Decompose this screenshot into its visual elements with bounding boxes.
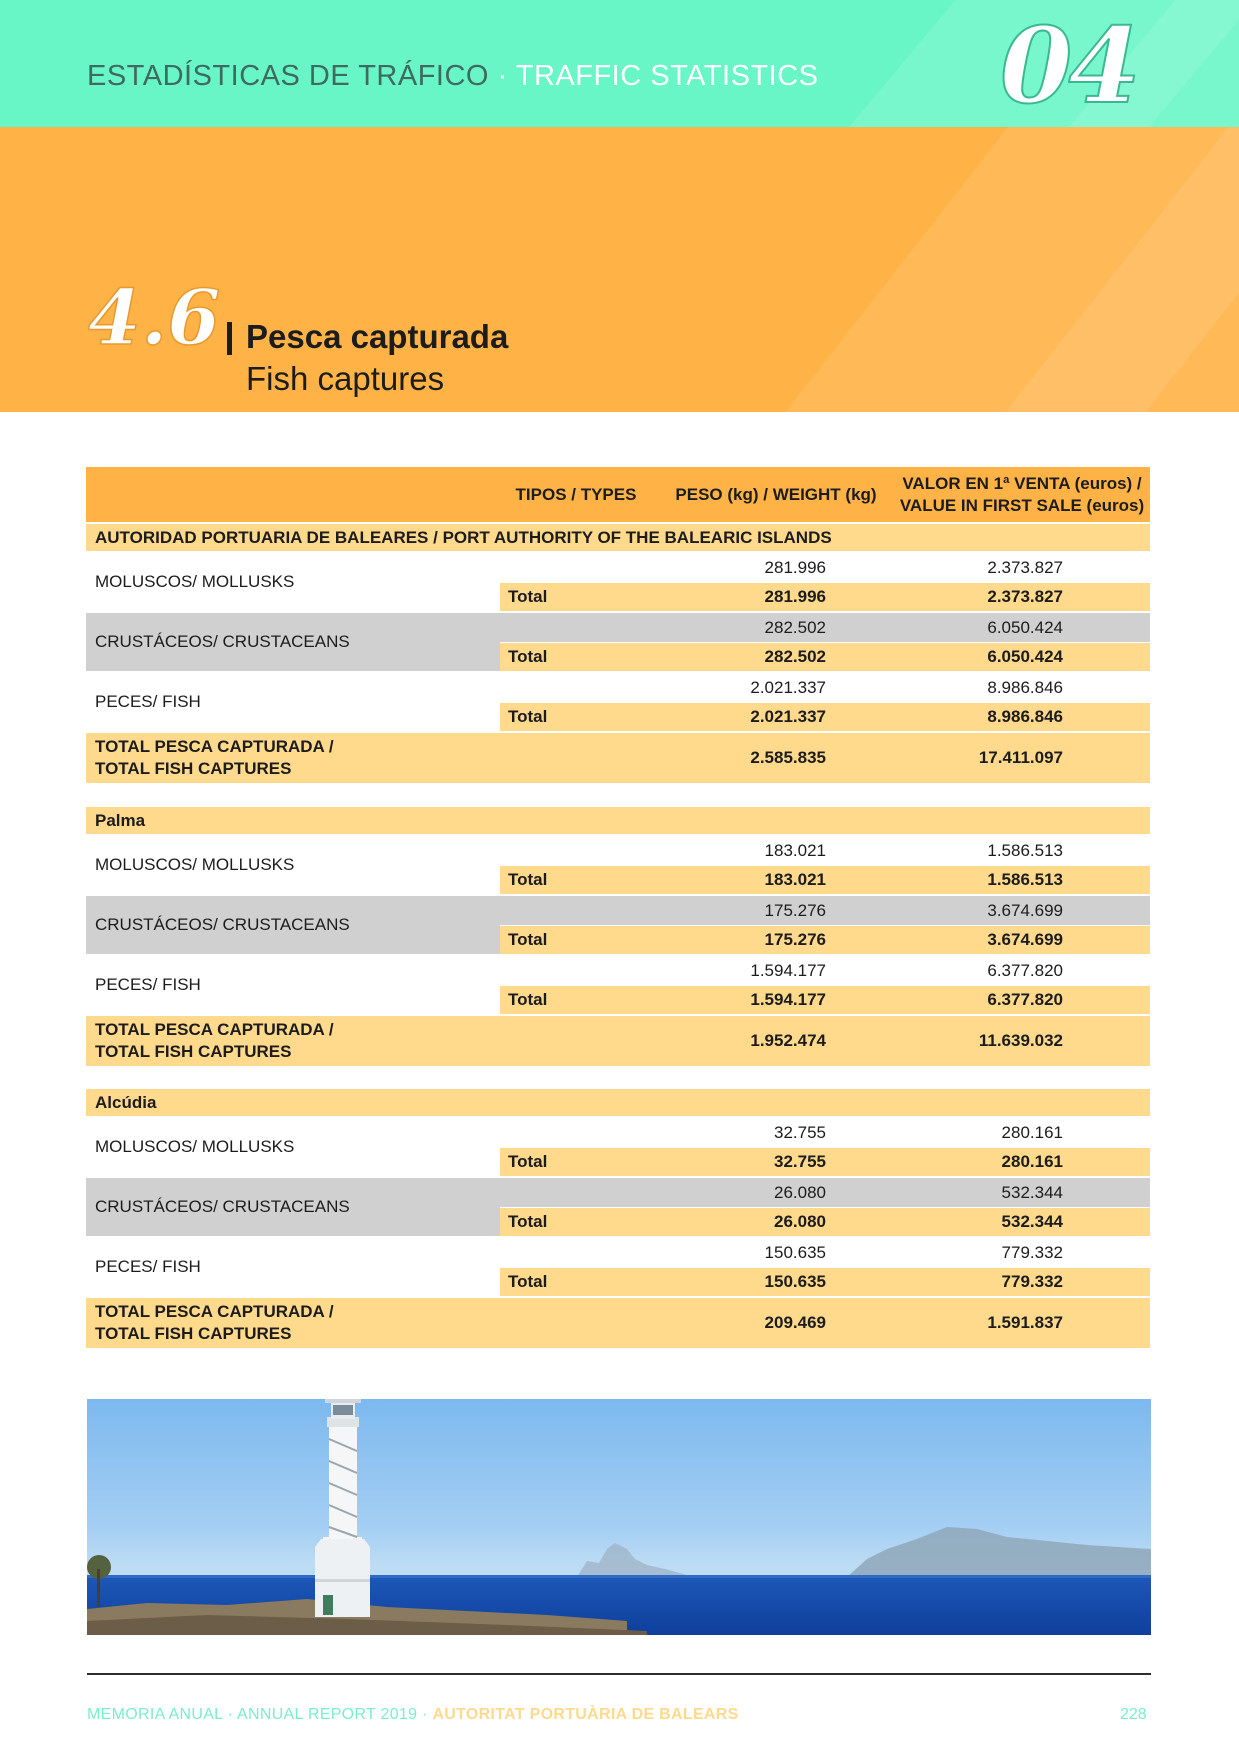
weight-cell: 175.276 bbox=[764, 900, 826, 920]
category-label-es: PECES bbox=[95, 692, 153, 711]
category-label bbox=[95, 896, 495, 954]
section-number: 4.6 bbox=[88, 273, 221, 362]
total-weight-cell: 175.276 bbox=[764, 930, 826, 949]
weight-cell: 150.635 bbox=[764, 1242, 826, 1262]
total-label: Total bbox=[508, 930, 548, 949]
table-header-row bbox=[86, 467, 1150, 522]
group-header-row bbox=[86, 1089, 1150, 1116]
total-weight-cell: 2.021.337 bbox=[750, 707, 826, 726]
total-label: Total bbox=[508, 870, 548, 889]
total-value-cell: 1.586.513 bbox=[987, 870, 1063, 889]
category-label-es: CRUSTÁCEOS bbox=[95, 1197, 214, 1216]
category-label-es: PECES bbox=[95, 975, 153, 994]
category-block-crustaceos bbox=[86, 896, 1150, 954]
grand-total-label-1: TOTAL PESCA CAPTURADA / bbox=[95, 1020, 334, 1039]
category-label-es: MOLUSCOS bbox=[95, 1137, 193, 1156]
grand-total-label bbox=[95, 1298, 334, 1348]
weight-cell: 282.502 bbox=[764, 617, 826, 637]
header-title-es: ESTADÍSTICAS DE TRÁFICO bbox=[87, 60, 489, 92]
value-cell: 1.586.513 bbox=[987, 840, 1063, 860]
value-cell: 3.674.699 bbox=[987, 900, 1063, 920]
category-block-peces bbox=[86, 673, 1150, 731]
total-weight-cell: 26.080 bbox=[774, 1212, 826, 1231]
total-label: Total bbox=[508, 587, 548, 606]
total-value-cell: 8.986.846 bbox=[987, 707, 1063, 726]
value-cell: 6.377.820 bbox=[987, 960, 1063, 980]
category-label bbox=[95, 673, 495, 731]
lighthouse-scene bbox=[87, 1399, 1151, 1635]
category-label-es: CRUSTÁCEOS bbox=[95, 915, 214, 934]
grand-total-value: 11.639.032 bbox=[978, 1031, 1063, 1050]
grand-total-label-1: TOTAL PESCA CAPTURADA / bbox=[95, 737, 334, 756]
group-name: Palma bbox=[95, 810, 146, 830]
total-weight-cell: 1.594.177 bbox=[750, 990, 826, 1009]
value-cell: 779.332 bbox=[1001, 1242, 1063, 1262]
lighthouse-photo bbox=[87, 1399, 1151, 1635]
total-label: Total bbox=[508, 1212, 548, 1231]
value-cell: 8.986.846 bbox=[987, 677, 1063, 697]
category-label bbox=[95, 553, 495, 611]
grand-total-label-1: TOTAL PESCA CAPTURADA / bbox=[95, 1302, 334, 1321]
grand-total-weight: 2.585.835 bbox=[750, 748, 826, 767]
weight-cell: 26.080 bbox=[774, 1182, 826, 1202]
category-block-peces bbox=[86, 1238, 1150, 1296]
total-value-cell: 6.050.424 bbox=[987, 647, 1063, 666]
lighthouse-tower bbox=[329, 1425, 357, 1539]
footer-org: AUTORITAT PORTUÀRIA DE BALEARS bbox=[432, 1706, 739, 1723]
page-number: 228 bbox=[1120, 1706, 1147, 1723]
category-label bbox=[95, 1178, 495, 1236]
footer-divider bbox=[87, 1673, 1151, 1675]
total-weight-cell: 150.635 bbox=[764, 1272, 826, 1291]
category-label-en: / MOLLUSKS bbox=[192, 1137, 295, 1156]
grand-total-row bbox=[86, 1298, 1150, 1348]
weight-cell: 281.996 bbox=[764, 557, 826, 577]
group-header-row bbox=[86, 807, 1150, 834]
header-separator: · bbox=[488, 60, 516, 92]
col-header-value bbox=[894, 467, 1150, 522]
section-title-es: Pesca capturada bbox=[246, 318, 509, 355]
value-cell: 532.344 bbox=[1001, 1182, 1063, 1202]
total-label: Total bbox=[508, 707, 548, 726]
category-label-es: MOLUSCOS bbox=[95, 572, 193, 591]
grand-total-label-2: TOTAL FISH CAPTURES bbox=[95, 759, 292, 778]
grand-total-row bbox=[86, 1016, 1150, 1066]
island-shape bbox=[847, 1527, 1151, 1577]
weight-cell: 2.021.337 bbox=[750, 677, 826, 697]
header-title-en: TRAFFIC STATISTICS bbox=[515, 60, 819, 92]
grand-total-label-2: TOTAL FISH CAPTURES bbox=[95, 1324, 292, 1343]
grand-total-value: 17.411.097 bbox=[978, 748, 1063, 767]
group-header-row bbox=[86, 524, 1150, 551]
total-value-cell: 3.674.699 bbox=[987, 930, 1063, 949]
grand-total-label bbox=[95, 733, 334, 783]
category-label-es: CRUSTÁCEOS bbox=[95, 632, 214, 651]
category-label bbox=[95, 1118, 495, 1176]
category-block-moluscos bbox=[86, 1118, 1150, 1176]
value-cell: 280.161 bbox=[1001, 1122, 1063, 1142]
category-label-en: / CRUSTACEANS bbox=[213, 632, 350, 651]
category-block-crustaceos bbox=[86, 613, 1150, 671]
grand-total-weight: 1.952.474 bbox=[750, 1031, 826, 1050]
total-value-cell: 2.373.827 bbox=[987, 587, 1063, 606]
total-weight-cell: 281.996 bbox=[764, 587, 826, 606]
grand-total-label-2: TOTAL FISH CAPTURES bbox=[95, 1042, 292, 1061]
category-label-en: / MOLLUSKS bbox=[192, 855, 295, 874]
category-block-peces bbox=[86, 956, 1150, 1014]
category-label-en: / FISH bbox=[152, 692, 201, 711]
total-value-cell: 280.161 bbox=[1001, 1152, 1063, 1171]
group-name: Alcúdia bbox=[95, 1092, 157, 1112]
col-header-value-line1: VALOR EN 1ª VENTA (euros) / bbox=[902, 473, 1142, 493]
footer-report: MEMORIA ANUAL · ANNUAL REPORT 2019 · bbox=[87, 1706, 433, 1723]
footer-text bbox=[87, 1706, 739, 1724]
category-block-crustaceos bbox=[86, 1178, 1150, 1236]
grand-total-weight: 209.469 bbox=[764, 1313, 826, 1332]
grand-total-value: 1.591.837 bbox=[987, 1313, 1063, 1332]
section-band bbox=[0, 127, 1239, 412]
weight-cell: 32.755 bbox=[774, 1122, 826, 1142]
col-header-value-line2: VALUE IN FIRST SALE (euros) bbox=[899, 495, 1145, 515]
col-header-weight: PESO (kg) / WEIGHT (kg) bbox=[675, 484, 877, 504]
category-label-en: / FISH bbox=[152, 975, 201, 994]
total-label: Total bbox=[508, 647, 548, 666]
group-name: AUTORIDAD PORTUARIA DE BALEARES / PORT AUTHORITY OF THE BALEARIC ISLANDS bbox=[95, 527, 832, 547]
total-value-cell: 532.344 bbox=[1001, 1212, 1063, 1231]
category-label-en: / CRUSTACEANS bbox=[213, 1197, 350, 1216]
category-label-en: / CRUSTACEANS bbox=[213, 915, 350, 934]
grand-total-row bbox=[86, 733, 1150, 783]
section-title-en: Fish captures bbox=[246, 360, 445, 397]
category-label-es: MOLUSCOS bbox=[95, 855, 193, 874]
weight-cell: 183.021 bbox=[764, 840, 826, 860]
category-label bbox=[95, 1238, 495, 1296]
category-block-moluscos bbox=[86, 836, 1150, 894]
value-cell: 2.373.827 bbox=[987, 557, 1063, 577]
total-value-cell: 6.377.820 bbox=[987, 990, 1063, 1009]
category-label bbox=[95, 956, 495, 1014]
total-label: Total bbox=[508, 1152, 548, 1171]
total-label: Total bbox=[508, 990, 548, 1009]
category-label-en: / FISH bbox=[152, 1257, 201, 1276]
total-weight-cell: 183.021 bbox=[764, 870, 826, 889]
category-label bbox=[95, 836, 495, 894]
total-label: Total bbox=[508, 1272, 548, 1291]
total-value-cell: 779.332 bbox=[1001, 1272, 1063, 1291]
chapter-number: 04 bbox=[1000, 4, 1137, 127]
total-weight-cell: 282.502 bbox=[764, 647, 826, 666]
rock-shape bbox=[577, 1543, 687, 1577]
header-title bbox=[87, 60, 819, 93]
total-weight-cell: 32.755 bbox=[774, 1152, 826, 1171]
weight-cell: 1.594.177 bbox=[750, 960, 826, 980]
category-block-moluscos bbox=[86, 553, 1150, 611]
value-cell: 6.050.424 bbox=[987, 617, 1063, 637]
grand-total-label bbox=[95, 1016, 334, 1066]
category-label-en: / MOLLUSKS bbox=[192, 572, 295, 591]
section-divider bbox=[227, 322, 232, 355]
col-header-types: TIPOS / TYPES bbox=[515, 484, 637, 504]
category-label bbox=[95, 613, 495, 671]
category-label-es: PECES bbox=[95, 1257, 153, 1276]
